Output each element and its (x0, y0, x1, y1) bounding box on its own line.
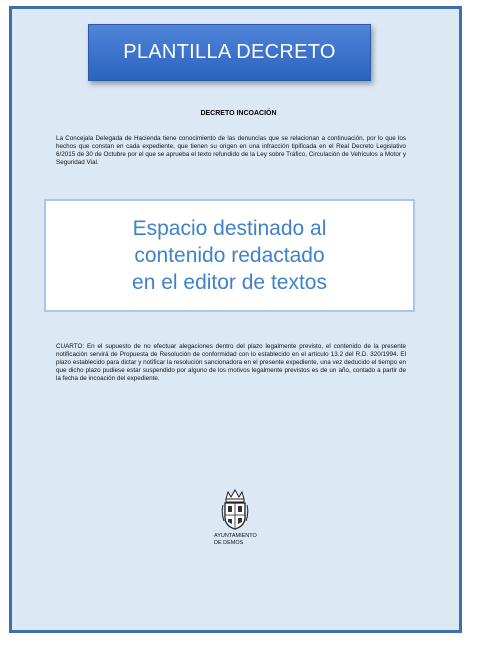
organization-caption-line2: DE DEMOS (214, 540, 244, 546)
intro-paragraph: La Concejala Delegada de Hacienda tiene conocimiento de las denuncias que se relacionan a continuación, por lo que los hechos que constan en cada expediente, que tienen su origen en una infracción tipificada en el Real Decreto Legislativo 6/2015 de 30 de Octubre por el que se aprueba el texto refundido de la Ley sobre Tráfico, Circulación de Vehículos a Motor y Seguridad Vial. (56, 135, 406, 166)
coat-of-arms-icon (220, 489, 250, 533)
cuarto-paragraph: CUARTO: En el supuesto de no efectuar alegaciones dentro del plazo legalmente previsto, el contenido de la presente notificación servirá de Propuesta de Resolución de conformidad con lo establecido en el artículo 13.2 del R.D. 320/1994. El plazo establecido para dictar y notificar la resolución sancionadora en el presente expediente, una vez deducido el tiempo en que dicho plazo pudiese estar suspendido por alguno de los motivos legalmente previstos es de un año, contado a partir de la fecha de incoación del expediente. (56, 343, 406, 382)
template-banner-label: PLANTILLA DECRETO (123, 41, 336, 63)
document-title: DECRETO INCOACIÓN (200, 110, 277, 117)
organization-caption (214, 533, 257, 547)
template-banner (88, 24, 371, 81)
organization-caption-line1: AYUNTAMIENTO (214, 533, 257, 539)
editor-placeholder-text: Espacio destinado al contenido redactado en el editor de textos (132, 217, 327, 294)
editor-content-area[interactable] (44, 199, 415, 312)
